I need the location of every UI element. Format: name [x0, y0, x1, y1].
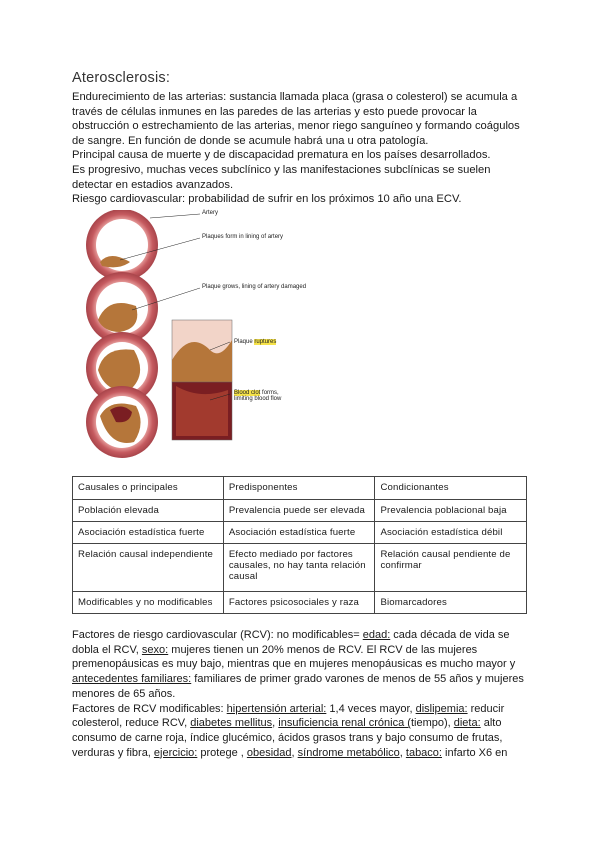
artery-illustration [80, 210, 320, 460]
label-plaque-grows: Plaque grows, lining of artery damaged [202, 284, 307, 290]
label-plaque-ruptures [234, 339, 276, 345]
risk-factors-text [72, 628, 532, 760]
table-row [73, 522, 527, 544]
term-dieta: dieta: [453, 717, 481, 730]
label-blood-clot-limiting: limiting blood flow [234, 396, 282, 402]
table-cell: Relación causal independiente [73, 544, 224, 592]
table-cell: Población elevada [73, 500, 224, 522]
table-cell: Prevalencia puede ser elevada [223, 500, 375, 522]
table-cell: Factores psicosociales y raza [223, 592, 375, 614]
text-run: , [399, 746, 406, 759]
term-antecedentes: antecedentes familiares: [72, 673, 192, 686]
header-causales: Causales o principales [73, 477, 224, 500]
non-modifiable-paragraph [72, 628, 532, 702]
table-cell: Relación causal pendiente de confirmar [375, 544, 527, 592]
text-run: tiempo), [410, 717, 454, 730]
atherosclerosis-figure [80, 210, 320, 460]
label-plaque-forms: Plaques form in lining of artery [202, 234, 284, 240]
text-run: familiares de primer grado varones de menos de 55 años y mujeres menores de 65 años. [72, 673, 524, 700]
artery-stage-1 [86, 210, 158, 281]
text-run: reducir colesterol, reduce RCV, [72, 702, 505, 730]
table-cell: Modificables y no modificables [73, 592, 224, 614]
text-run: mujeres tienen un 20% menos de RCV. El RCV de las mujeres premenopáusicas es muy bajo, mientras que en mujeres menopáusicas es mucho mayor y [72, 643, 516, 671]
label-blood-clot [234, 390, 281, 402]
table-row [73, 544, 527, 592]
text-run: infarto X6 en [441, 746, 508, 759]
label-artery: Artery [202, 210, 219, 216]
table-row [73, 500, 527, 522]
table-row [73, 592, 527, 614]
definition-paragraph: Endurecimiento de las arterias: sustancia llamada placa (grasa o colesterol) se acumula a través de células inmunes en las paredes de las arterias y esto puede provocar la obstrucción o estrechamiento de las arterias, menor riego sanguíneo y formando coágulos de sangre. En función de donde se acumule habrá una u otra patología. [72, 91, 520, 147]
table-cell: Prevalencia poblacional baja [375, 500, 527, 522]
table-cell: Asociación estadística débil [375, 522, 527, 544]
document-page [72, 70, 532, 207]
term-dislipemia: dislipemia: [415, 702, 468, 715]
text-run: protege , [197, 746, 247, 759]
cause-paragraph: Principal causa de muerte y de discapacidad prematura en los países desarrollados. [72, 149, 491, 162]
term-irc: insuficiencia renal crónica ( [278, 717, 411, 730]
term-hta: hipertensión arterial: [226, 702, 327, 715]
term-sexo: sexo: [141, 643, 169, 656]
term-obesidad: obesidad [246, 746, 292, 759]
text-run: alto consumo de carne roja, índice glucémico, ácidos grasos trans y bajo consumo de frutas, verduras y fibra, [72, 717, 503, 759]
modifiable-paragraph [72, 702, 532, 761]
table-cell: Asociación estadística fuerte [73, 522, 224, 544]
artery-stage-4 [86, 386, 158, 458]
text-run: cada década de vida se dobla el RCV, [72, 629, 510, 656]
term-sindrome: síndrome metabólico [297, 746, 400, 759]
text-run: 1,4 veces mayor, [326, 702, 416, 715]
term-tabaco: tabaco: [405, 746, 442, 759]
text-run: Factores de RCV modificables: [72, 702, 227, 715]
label-plaque-ruptures-word: Plaque [234, 339, 253, 345]
term-edad: edad: [362, 629, 391, 641]
label-ruptures-highlight: ruptures [254, 339, 277, 345]
term-diabetes: diabetes mellitus [190, 717, 273, 730]
header-predisponentes: Predisponentes [223, 477, 375, 500]
header-condicionantes: Condicionantes [375, 477, 527, 500]
text-run: , [272, 717, 279, 730]
risk-definition-paragraph: Riesgo cardiovascular: probabilidad de sufrir en los próximos 10 año una ECV. [72, 193, 462, 206]
table-cell: Asociación estadística fuerte [223, 522, 375, 544]
progression-paragraph: Es progresivo, muchas veces subclínico y las manifestaciones subclínicas se suelen detectar en estadios avanzados. [72, 163, 491, 191]
table-cell: Efecto mediado por factores causales, no hay tanta relación causal [223, 544, 375, 592]
page-title: Aterosclerosis: [72, 70, 171, 86]
term-ejercicio: ejercicio: [153, 746, 198, 759]
label-blood-clot-highlight: Blood clot [234, 390, 261, 396]
risk-factors-table [72, 476, 527, 614]
text-run: Factores de riesgo cardiovascular (RCV): no modificables= [72, 629, 363, 641]
label-blood-clot-forms: forms, [262, 390, 279, 396]
table-cell: Biomarcadores [375, 592, 527, 614]
text-run: , [291, 746, 298, 759]
table-header-row [73, 477, 527, 500]
